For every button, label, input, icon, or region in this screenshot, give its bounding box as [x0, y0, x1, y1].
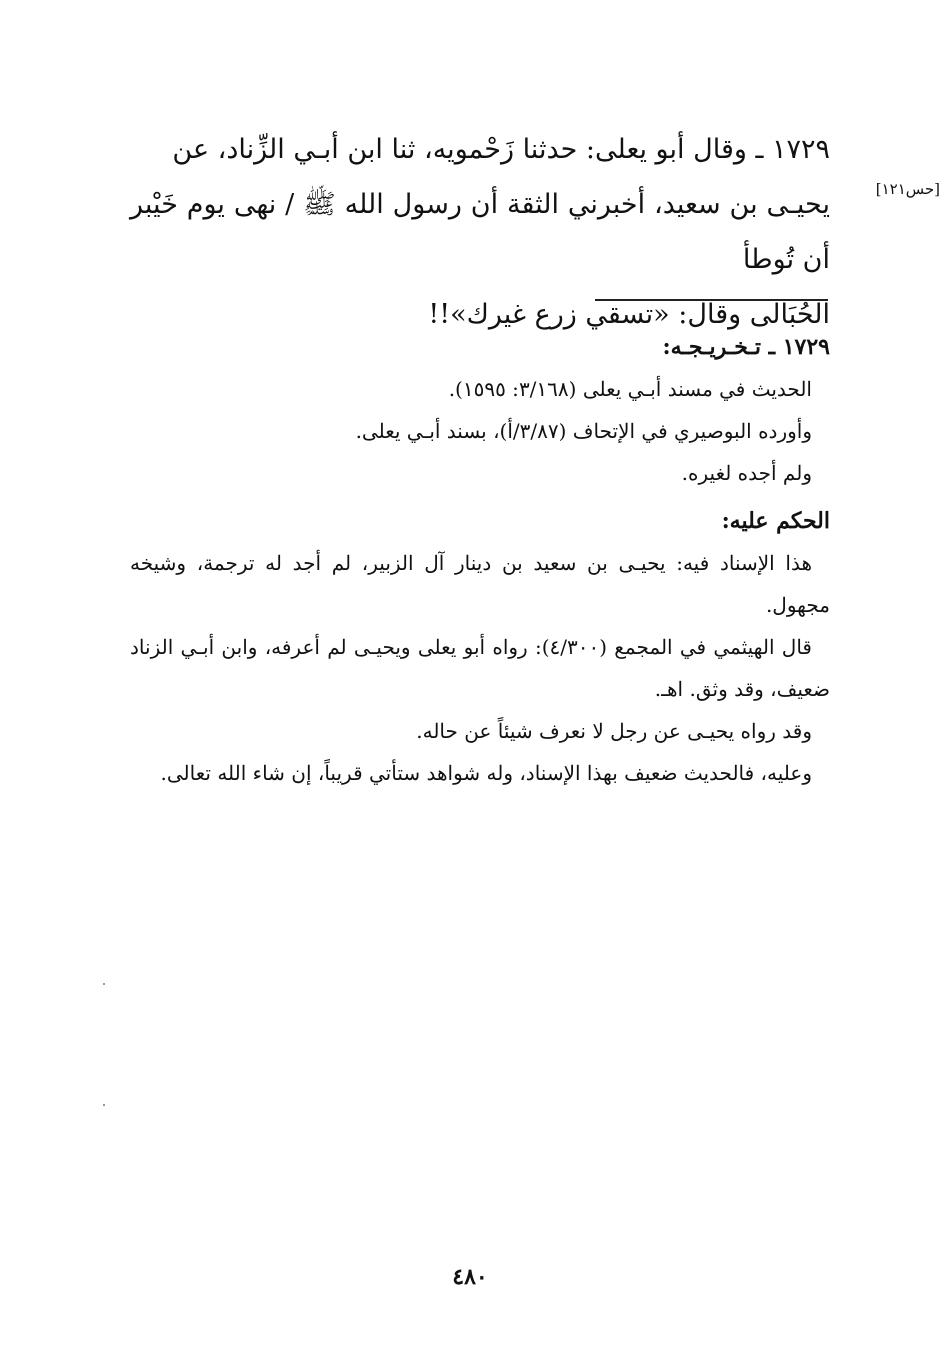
- scan-speck: [103, 983, 105, 985]
- hadith-line: الحُبَالى وقال: «تسقي زرع غيرك»!!: [428, 299, 830, 330]
- hukm-paragraph: وقد رواه يحيـى عن رجل لا نعرف شيئاً عن حاله.: [416, 719, 812, 743]
- hukm-paragraph: وعليه، فالحديث ضعيف بهذا الإسناد، وله شواهد ستأتي قريباً، إن شاء الله تعالى.: [160, 761, 812, 785]
- margin-reference: [حس١٢١]: [875, 180, 940, 198]
- takhrij-line: الحديث في مسند أبـي يعلى (٣/١٦٨: ١٥٩٥).: [448, 377, 812, 401]
- footnote-block: [130, 326, 830, 794]
- takhrij-heading: ١٧٢٩ ـ تـخـريـجـه:: [662, 334, 830, 360]
- page-number: ٤٨٠: [452, 1264, 488, 1290]
- takhrij-line: وأورده البوصيري في الإتحاف (٣/٨٧/أ)، بسند أبـي يعلى.: [355, 419, 812, 443]
- takhrij-line: ولم أجده لغيره.: [681, 461, 812, 485]
- hadith-line: يحيـى بن سعيد، أخبرني الثقة أن رسول الله ﷺ / نهى يوم خَيْبر أن تُوطأ: [130, 189, 830, 275]
- hukm-heading: الحكم عليه:: [721, 508, 830, 534]
- footnote-separator: [595, 299, 828, 301]
- hukm-paragraph: هذا الإسناد فيه: يحيـى بن سعيد بن دينار آل الزبير، لم أجد له ترجمة، وشيخه مجهول.: [130, 551, 830, 617]
- hadith-line: ١٧٢٩ ـ وقال أبو يعلى: حدثنا زَحْمويه، ثنا ابن أبـي الزِّناد، عن: [172, 134, 830, 165]
- hukm-paragraph: قال الهيثمي في المجمع (٤/٣٠٠): رواه أبو يعلى ويحيـى لم أعرفه، وابن أبـي الزناد ضعيف، وقد وثق. اهـ.: [130, 635, 830, 701]
- hadith-text: [130, 122, 830, 342]
- scan-speck: [103, 1104, 105, 1106]
